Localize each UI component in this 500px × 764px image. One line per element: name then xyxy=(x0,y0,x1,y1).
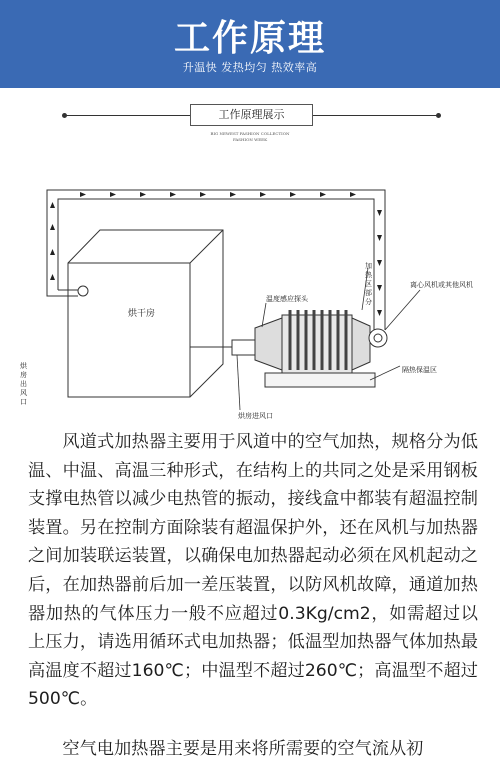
description-paragraph-2: 空气电加热器主要是用来将所需要的空气流从初 xyxy=(62,739,424,759)
section-caption-line-2: FASHION WEEK xyxy=(232,137,268,142)
header-banner xyxy=(0,0,500,88)
heater-unit xyxy=(255,310,375,387)
section-caption xyxy=(150,131,350,143)
outlet-label: 烘房出风口 xyxy=(20,362,27,406)
air-duct xyxy=(47,190,385,330)
insulation-base xyxy=(265,373,375,387)
description-paragraph: 风道式加热器主要用于风道中的空气加热，规格分为低温、中温、高温三种形式，在结构上的共同之处是采用钢板支撑电热管以减少电热管的振动，接线盒中都装有超温控制装置。另在控制方面除装有超温保护外，还在风机与加热器之间加装联运装置，以确保电加热器起动必须在风机起动之后，在加热器前后加一差压装置，以防风机故障，通道加热器加热的气体压力一般不应超过0.3Kg/cm2，如需超过以上压力，请选用循环式电加热器；低温型加热器气体加热最高温度不超过160℃；中温型不超过260℃；高温型不超过500℃。 xyxy=(28,432,478,710)
inlet-label: 烘房进风口 xyxy=(238,412,273,420)
heating-zone-label: 加热区部分 xyxy=(365,262,372,306)
section-heading xyxy=(0,104,500,128)
working-principle-diagram xyxy=(0,170,500,428)
left-rule xyxy=(66,115,190,116)
fan-label: 离心风机或其他风机 xyxy=(410,281,473,289)
airflow-arrows xyxy=(50,192,382,316)
probe-label: 温度感应探头 xyxy=(266,295,308,303)
right-dot xyxy=(436,113,441,118)
right-rule xyxy=(313,115,437,116)
section-label: 工作原理展示 xyxy=(190,104,313,126)
room-label: 烘干房 xyxy=(128,309,156,319)
insulation-label: 隔热保温区 xyxy=(402,366,437,374)
room-outlet-port xyxy=(78,286,88,296)
section-caption-line-1: BIG NEWEST FASHION COLLECTION xyxy=(210,131,290,136)
page-subtitle: 升温快 发热均匀 热效率高 xyxy=(182,61,318,74)
page-title: 工作原理 xyxy=(173,18,326,59)
